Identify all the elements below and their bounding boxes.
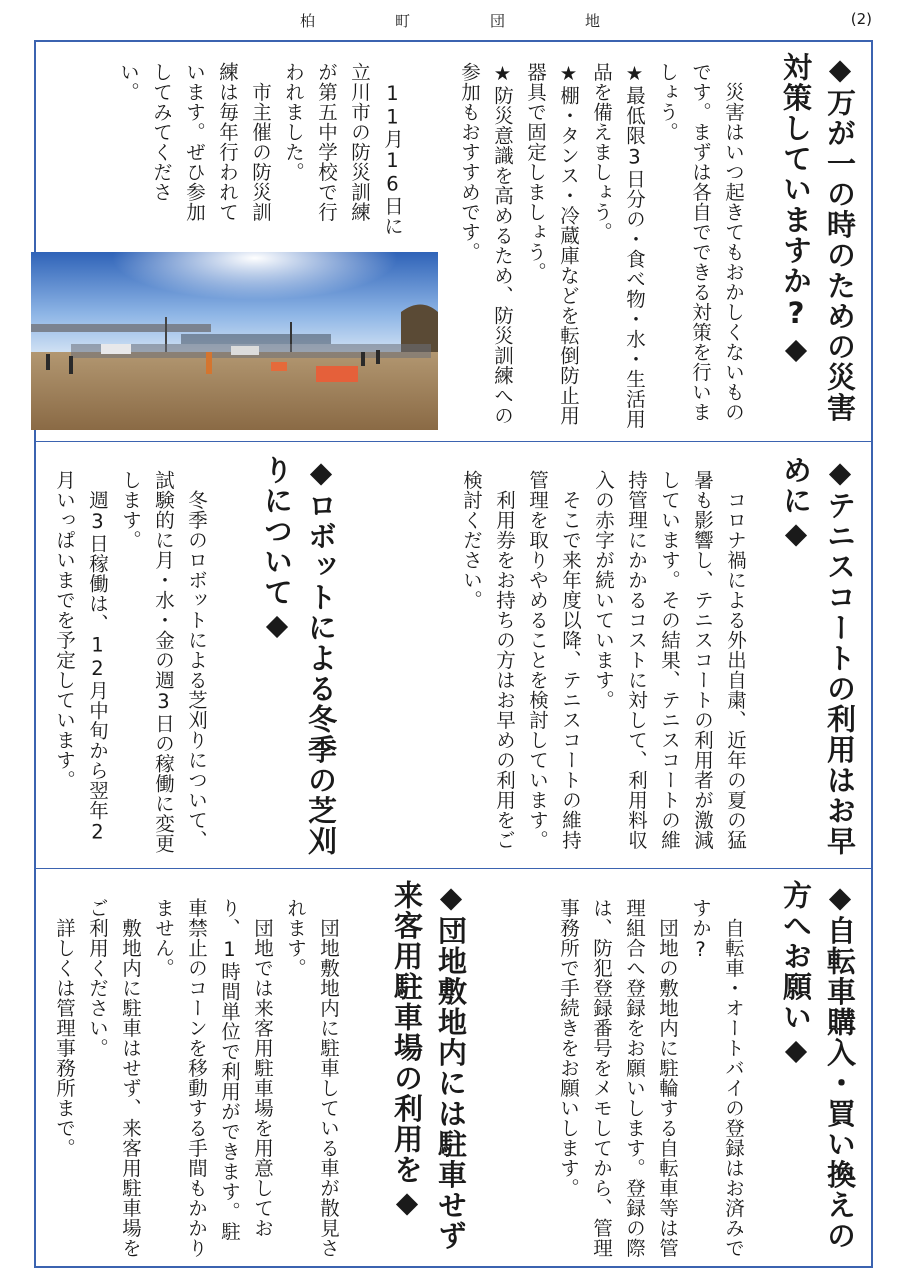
robot-title: ◆ロボットによる冬季の芝刈りについて◆ — [260, 455, 338, 857]
section-divider — [34, 868, 873, 869]
drill-paragraph: 市主催の防災訓練は毎年行われています。ぜひ参加してみてください。 — [117, 62, 272, 222]
page-number: (2) — [850, 10, 872, 28]
robot-body — [48, 470, 213, 858]
drill-body — [112, 62, 409, 240]
section-divider — [34, 441, 873, 442]
disaster-body — [453, 62, 750, 432]
parking-title: ◆団地敷地内には駐車せず来客用駐車場の利用を◆ — [390, 880, 468, 1251]
drill-photo-image — [31, 252, 438, 430]
tennis-paragraph: そこで来年度以降、テニスコートの維持管理を取りやめることを検討しています。 — [526, 470, 582, 850]
bicycle-paragraph: 団地の敷地内に駐輪する自転車等は管理組合へ登録をお願いします。登録の際は、防犯登録番号をメモしてから、管理事務所で手続きをお願いします。 — [557, 898, 679, 1258]
bicycle-title: ◆自転車購入・買い換えの方へお願い◆ — [779, 880, 857, 1251]
drill-paragraph: 11月16日に立川市の防災訓練が第五中学校で行われました。 — [282, 62, 404, 236]
page-header — [0, 0, 900, 40]
title-char: 町 — [394, 12, 410, 30]
disaster-title: ◆万が一の時のための災害対策していますか?◆ — [779, 52, 857, 423]
disaster-item: ★棚・タンス・冷蔵庫などを転倒防止用器具で固定しましょう。 — [524, 62, 580, 426]
disaster-item: ★最低限3日分の・食べ物・水・生活用品を備えましょう。 — [590, 62, 646, 429]
title-char: 団 — [489, 12, 505, 30]
title-char: 地 — [584, 12, 600, 30]
tennis-body — [455, 470, 752, 858]
parking-paragraph: 敷地内に駐車はせず、来客用駐車場をご利用ください。 — [86, 898, 142, 1258]
disaster-intro: 災害はいつ起きてもおかしくないものです。まずは各自でできる対策を行いましょう。 — [656, 62, 745, 422]
tennis-title: ◆テニスコートの利用はお早めに◆ — [779, 455, 857, 857]
tennis-paragraph: 利用券をお持ちの方はお早めの利用をご検討ください。 — [460, 470, 516, 850]
bicycle-body — [552, 898, 750, 1258]
bicycle-paragraph: 自転車・オートバイの登録はお済みですか? — [689, 898, 745, 1258]
parking-paragraph: 団地では来客用駐車場を用意しており、1時間単位で利用ができます。駐車禁止のコーンを移動する手間もかかりません。 — [152, 898, 274, 1258]
robot-paragraph: 週3日稼働は、12月中旬から翌年2月いっぱいまでを予定しています。 — [53, 470, 109, 844]
drill-photo — [31, 252, 438, 430]
parking-body — [48, 898, 345, 1258]
title-char: 柏 — [300, 12, 316, 30]
disaster-item: ★防災意識を高めるため、防災訓練への参加もおすすめです。 — [458, 62, 514, 426]
robot-paragraph: 冬季のロボットによる芝刈りについて、試験的に月・水・金の週3日の稼働に変更します。 — [119, 470, 208, 854]
parking-paragraph: 団地敷地内に駐車している車が散見されます。 — [284, 898, 340, 1258]
tennis-paragraph: コロナ禍による外出自粛、近年の夏の猛暑も影響し、テニスコートの利用者が激減しています。その結果、テニスコートの維持管理にかかるコストに対して、利用料収入の赤字が続いています。 — [592, 470, 747, 850]
newsletter-title — [300, 10, 600, 31]
parking-paragraph: 詳しくは管理事務所まで。 — [53, 917, 76, 1158]
